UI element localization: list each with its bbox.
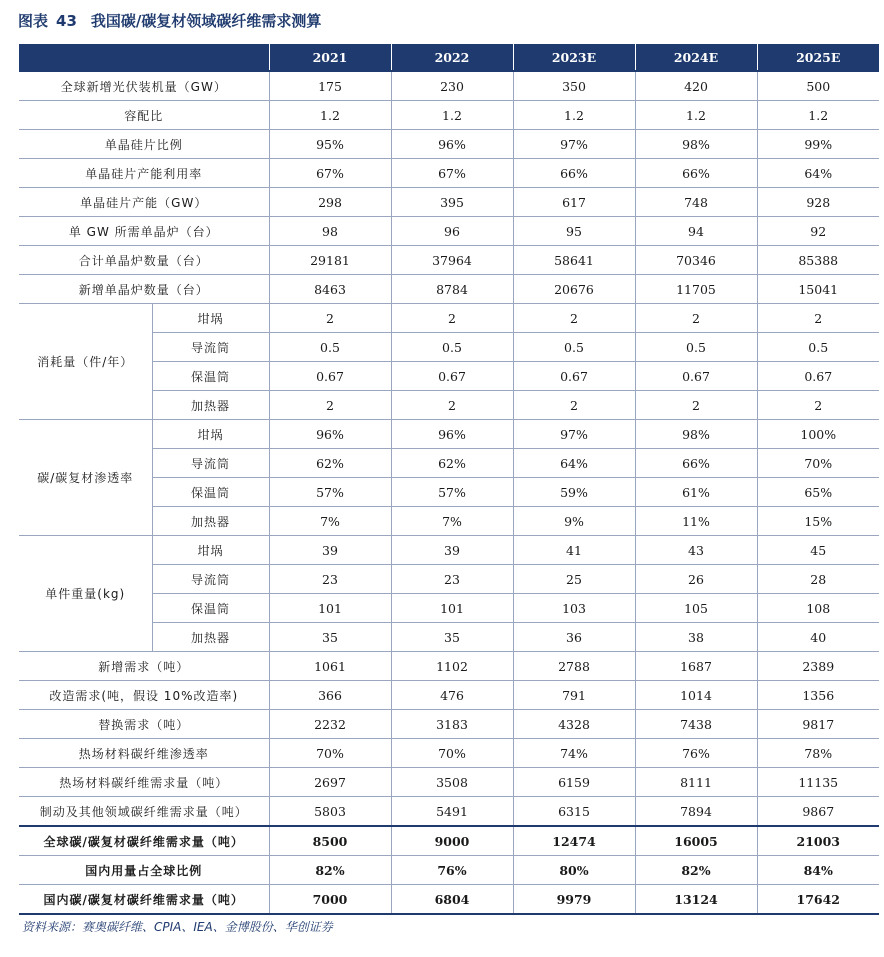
value-cell: 1356 [757,681,879,710]
value-cell: 0.5 [635,333,757,362]
row-label: 制动及其他领域碳纤维需求量（吨） [19,797,269,827]
row-label: 单晶硅片产能（GW） [19,188,269,217]
table-row [19,652,879,681]
value-cell: 35 [269,623,391,652]
value-cell: 1687 [635,652,757,681]
value-cell: 0.67 [757,362,879,391]
value-cell: 0.5 [391,333,513,362]
value-cell: 6804 [391,885,513,915]
figure-title-text: 我国碳/碳复材领域碳纤维需求测算 [90,12,322,30]
value-cell: 78% [757,739,879,768]
value-cell: 7000 [269,885,391,915]
row-label: 全球新增光伏装机量（GW） [19,71,269,101]
value-cell: 62% [391,449,513,478]
table-row [19,246,879,275]
value-cell: 23 [269,565,391,594]
value-cell: 23 [391,565,513,594]
table-row [19,826,879,856]
value-cell: 476 [391,681,513,710]
header-year: 2021 [269,44,391,71]
table-row [19,217,879,246]
header-year: 2022 [391,44,513,71]
value-cell: 15% [757,507,879,536]
value-cell: 8784 [391,275,513,304]
value-cell: 100% [757,420,879,449]
sub-label: 坩埚 [152,536,269,565]
value-cell: 0.5 [757,333,879,362]
value-cell: 2389 [757,652,879,681]
value-cell: 99% [757,130,879,159]
value-cell: 2 [391,304,513,333]
row-label: 单晶硅片产能利用率 [19,159,269,188]
value-cell: 45 [757,536,879,565]
value-cell: 8463 [269,275,391,304]
value-cell: 98 [269,217,391,246]
value-cell: 64% [513,449,635,478]
value-cell: 9867 [757,797,879,827]
value-cell: 8111 [635,768,757,797]
table-row [19,130,879,159]
value-cell: 2788 [513,652,635,681]
value-cell: 748 [635,188,757,217]
value-cell: 21003 [757,826,879,856]
value-cell: 82% [635,856,757,885]
value-cell: 9817 [757,710,879,739]
table-row [19,101,879,130]
table-row [19,681,879,710]
demand-table [19,44,879,915]
sub-label: 坩埚 [152,420,269,449]
value-cell: 97% [513,130,635,159]
value-cell: 59% [513,478,635,507]
value-cell: 96% [391,420,513,449]
row-label: 单晶硅片比例 [19,130,269,159]
value-cell: 7% [391,507,513,536]
header-label-cell [19,44,269,71]
value-cell: 65% [757,478,879,507]
row-label: 新增需求（吨） [19,652,269,681]
value-cell: 1.2 [269,101,391,130]
value-cell: 41 [513,536,635,565]
value-cell: 9% [513,507,635,536]
value-cell: 108 [757,594,879,623]
value-cell: 101 [269,594,391,623]
source-note: 资料来源：赛奥碳纤维、CPIA、IEA、金博股份、华创证券 [22,920,333,934]
value-cell: 1.2 [513,101,635,130]
value-cell: 2697 [269,768,391,797]
table-row [19,304,879,333]
table-row [19,739,879,768]
value-cell: 97% [513,420,635,449]
value-cell: 5491 [391,797,513,827]
value-cell: 57% [391,478,513,507]
value-cell: 98% [635,130,757,159]
value-cell: 40 [757,623,879,652]
value-cell: 37964 [391,246,513,275]
value-cell: 67% [269,159,391,188]
value-cell: 6159 [513,768,635,797]
figure-title-prefix: 图表 [18,12,49,30]
value-cell: 1.2 [757,101,879,130]
table-row [19,797,879,827]
value-cell: 61% [635,478,757,507]
sub-label: 导流筒 [152,333,269,362]
value-cell: 298 [269,188,391,217]
value-cell: 96% [269,420,391,449]
value-cell: 2 [513,304,635,333]
row-label: 热场材料碳纤维渗透率 [19,739,269,768]
sub-label: 坩埚 [152,304,269,333]
row-label: 容配比 [19,101,269,130]
value-cell: 0.5 [269,333,391,362]
value-cell: 420 [635,71,757,101]
value-cell: 80% [513,856,635,885]
value-cell: 57% [269,478,391,507]
header-year: 2025E [757,44,879,71]
value-cell: 67% [391,159,513,188]
value-cell: 103 [513,594,635,623]
sub-label: 导流筒 [152,565,269,594]
sub-label: 加热器 [152,623,269,652]
row-label: 改造需求(吨，假设 10%改造率) [19,681,269,710]
row-label: 合计单晶炉数量（台） [19,246,269,275]
value-cell: 105 [635,594,757,623]
value-cell: 0.5 [513,333,635,362]
group-label: 消耗量（件/年） [19,304,152,420]
value-cell: 62% [269,449,391,478]
sub-label: 加热器 [152,391,269,420]
figure-number: 43 [56,12,77,30]
value-cell: 2 [635,391,757,420]
value-cell: 2 [269,391,391,420]
table-row [19,188,879,217]
value-cell: 11705 [635,275,757,304]
value-cell: 95 [513,217,635,246]
value-cell: 11135 [757,768,879,797]
group-label: 单件重量(kg) [19,536,152,652]
sub-label: 保温筒 [152,362,269,391]
value-cell: 35 [391,623,513,652]
value-cell: 1014 [635,681,757,710]
row-label: 新增单晶炉数量（台） [19,275,269,304]
value-cell: 1.2 [391,101,513,130]
header-year: 2023E [513,44,635,71]
value-cell: 96% [391,130,513,159]
value-cell: 43 [635,536,757,565]
value-cell: 2 [513,391,635,420]
value-cell: 7894 [635,797,757,827]
value-cell: 4328 [513,710,635,739]
table-row [19,159,879,188]
sub-label: 加热器 [152,507,269,536]
value-cell: 95% [269,130,391,159]
value-cell: 96 [391,217,513,246]
value-cell: 70% [757,449,879,478]
value-cell: 58641 [513,246,635,275]
value-cell: 39 [269,536,391,565]
value-cell: 25 [513,565,635,594]
table-header-row [19,44,879,71]
value-cell: 39 [391,536,513,565]
table-row [19,275,879,304]
value-cell: 3508 [391,768,513,797]
value-cell: 92 [757,217,879,246]
value-cell: 98% [635,420,757,449]
value-cell: 928 [757,188,879,217]
value-cell: 82% [269,856,391,885]
value-cell: 16005 [635,826,757,856]
value-cell: 0.67 [513,362,635,391]
table-row [19,710,879,739]
value-cell: 350 [513,71,635,101]
value-cell: 15041 [757,275,879,304]
value-cell: 2 [391,391,513,420]
value-cell: 230 [391,71,513,101]
table-row [19,885,879,915]
header-year: 2024E [635,44,757,71]
value-cell: 84% [757,856,879,885]
value-cell: 500 [757,71,879,101]
value-cell: 66% [635,159,757,188]
value-cell: 66% [635,449,757,478]
value-cell: 13124 [635,885,757,915]
value-cell: 0.67 [391,362,513,391]
row-label: 替换需求（吨） [19,710,269,739]
value-cell: 70% [391,739,513,768]
value-cell: 70346 [635,246,757,275]
value-cell: 70% [269,739,391,768]
value-cell: 26 [635,565,757,594]
value-cell: 1.2 [635,101,757,130]
value-cell: 2 [757,304,879,333]
value-cell: 5803 [269,797,391,827]
value-cell: 94 [635,217,757,246]
value-cell: 76% [635,739,757,768]
group-label: 碳/碳复材渗透率 [19,420,152,536]
table-row [19,856,879,885]
value-cell: 12474 [513,826,635,856]
value-cell: 6315 [513,797,635,827]
value-cell: 2232 [269,710,391,739]
value-cell: 2 [635,304,757,333]
value-cell: 36 [513,623,635,652]
value-cell: 3183 [391,710,513,739]
value-cell: 1061 [269,652,391,681]
value-cell: 1102 [391,652,513,681]
table-row [19,420,879,449]
value-cell: 17642 [757,885,879,915]
table-row [19,536,879,565]
row-label: 单 GW 所需单晶炉（台） [19,217,269,246]
value-cell: 101 [391,594,513,623]
value-cell: 8500 [269,826,391,856]
value-cell: 395 [391,188,513,217]
value-cell: 85388 [757,246,879,275]
row-label: 国内碳/碳复材碳纤维需求量（吨） [19,885,269,915]
value-cell: 791 [513,681,635,710]
row-label: 热场材料碳纤维需求量（吨） [19,768,269,797]
value-cell: 9000 [391,826,513,856]
value-cell: 2 [269,304,391,333]
table-row [19,768,879,797]
value-cell: 66% [513,159,635,188]
row-label: 全球碳/碳复材碳纤维需求量（吨） [19,826,269,856]
value-cell: 0.67 [269,362,391,391]
value-cell: 7% [269,507,391,536]
value-cell: 74% [513,739,635,768]
value-cell: 28 [757,565,879,594]
row-label: 国内用量占全球比例 [19,856,269,885]
value-cell: 9979 [513,885,635,915]
sub-label: 保温筒 [152,594,269,623]
value-cell: 366 [269,681,391,710]
sub-label: 保温筒 [152,478,269,507]
value-cell: 20676 [513,275,635,304]
value-cell: 0.67 [635,362,757,391]
figure-title [18,10,321,31]
table-row [19,71,879,101]
value-cell: 11% [635,507,757,536]
value-cell: 617 [513,188,635,217]
value-cell: 175 [269,71,391,101]
value-cell: 38 [635,623,757,652]
sub-label: 导流筒 [152,449,269,478]
value-cell: 29181 [269,246,391,275]
value-cell: 76% [391,856,513,885]
value-cell: 7438 [635,710,757,739]
value-cell: 2 [757,391,879,420]
value-cell: 64% [757,159,879,188]
